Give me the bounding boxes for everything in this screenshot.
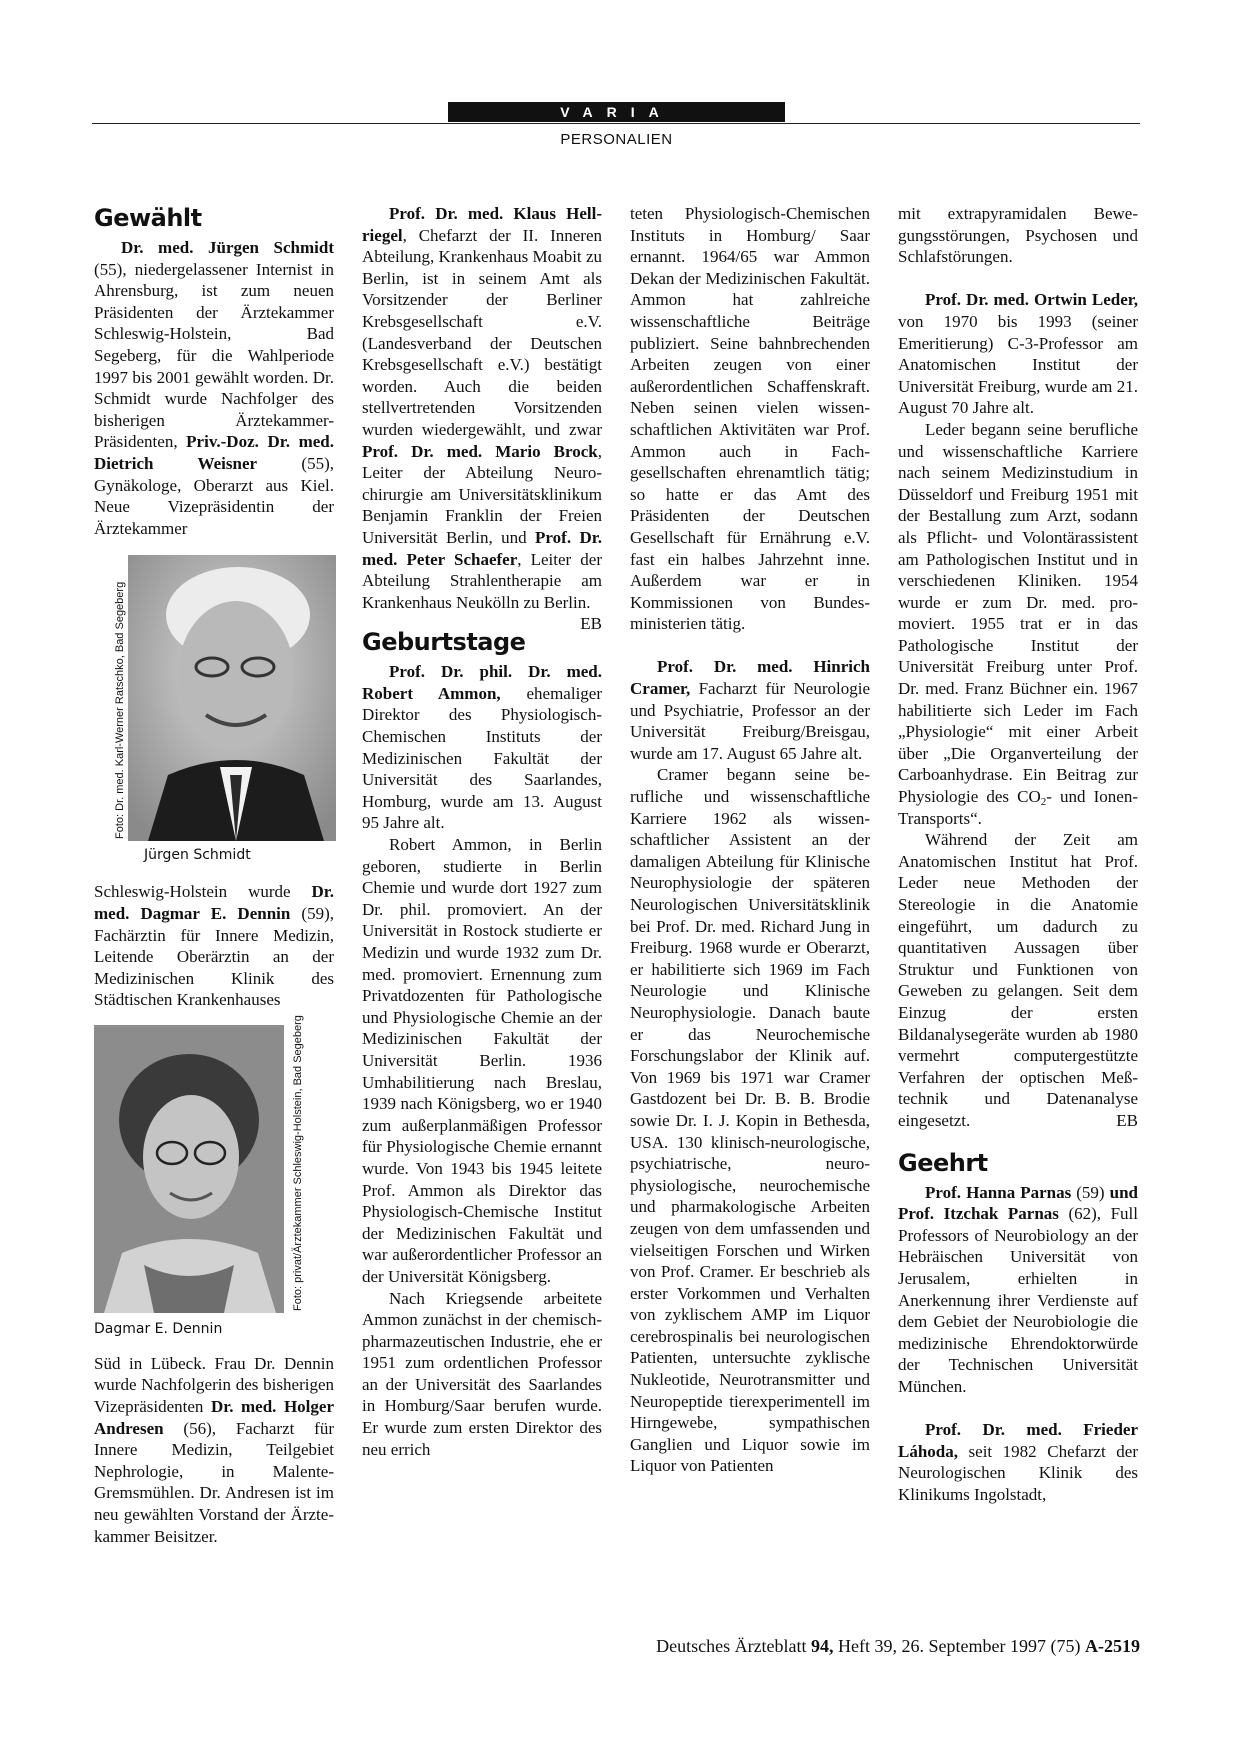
- article-text: seit 1982 Chefarzt der Neurologischen Klinik des Klinikums Ingolstadt,: [898, 1441, 1138, 1504]
- author-sign: EB: [1116, 1110, 1138, 1130]
- article-ammon-cont: teten Physiologisch-Chemischen Instituts in Homburg/ Saar ernannt. 1964/65 war Ammon Dekan der Medizinischen Fakultät. Ammon hat zahlreiche wissenschaftliche Beiträge publiziert. Seine bahnbrechenden Arbeiten zeugen von einer außerordentlichen Schaffenskraft. Neben seinen vielen wissenschaftlichen Aktivitäten war Prof. Ammon auch in Fachgesellschaften ehrenamtlich tätig; so hatte er das Amt des Präsidenten der Deutschen Gesellschaft für Ernährung e.V. fast ein halbes Jahrzehnt inne. Außerdem war er in Kommissionen von Bundesministerien tätig.: [630, 204, 870, 634]
- article-text: (55), niedergelassener Internist in Ahrensburg, ist zum neuen Präsidenten der Ärztekammer Schleswig-Holstein, Bad Segeberg, für die Wahlperiode 1997 bis 2001 gewählt worden. Dr. Schmidt wurde Nachfolger des bisherigen Ärztekammer-Präsidenten,: [94, 259, 334, 452]
- article-ammon-bio: Robert Ammon, in Berlin geboren, studierte in Berlin Chemie und wurde dort 1927 zum Dr. phil. promoviert. An der Universität in Rostock studierte er Medizin und wurde 1932 zum Dr. med. promoviert. Ernennung zum Privatdozenten für Pathologische und Physiologische Chemie an der Medizinischen Fakultät der Universität Berlin. 1936 Umhabilitierung nach Breslau, 1939 nach Königsberg, wo er 1940 zum außerplanmäßigen Professor für Physiologische Chemie ernannt wurde. Von 1943 bis 1945 leitete Prof. Ammon als Direktor das Physiologisch-Chemische Institut der Medizinischen Fakultät und war außerordentlicher Professor an der Universität Königsberg.: [362, 835, 602, 1286]
- journal-name: Deutsches Ärzteblatt: [656, 1636, 812, 1656]
- article-text: Facharzt für Neurologie und Psychiatrie, Professor an der Universität Freiburg/Breisgau, wurde am 17. August 65 Jahre alt.: [630, 679, 870, 763]
- person-name: Prof. Dr. med. Klaus Hellriegel: [362, 204, 602, 245]
- subsection-title: PERSONALIEN: [560, 131, 673, 148]
- article-cramer: [630, 656, 870, 764]
- article-text: (59), Fachärztin für Innere Medizin, Leitende Oberärztin an der Medizinischen Klinik des Städtischen Krankenhauses: [94, 903, 334, 1010]
- person-name: Dr. med. Dagmar E. Dennin: [94, 882, 334, 923]
- person-name: Priv.-Doz. Dr. med. Dietrich Weisner: [94, 432, 334, 473]
- article-hellriegel: [362, 203, 603, 634]
- article-dennin-cont: [94, 1353, 334, 1547]
- article-text: Schleswig-Holstein wurde: [94, 882, 312, 902]
- portrait-photo-schmidt: [128, 555, 336, 841]
- article-ammon-bio-2: Nach Kriegsende arbeitete Ammon zunächst in der chemisch-pharmazeutischen Industrie, ehe er 1951 zum ordentlichen Professor an der Universität des Saarlandes in Homburg/Saar berufen wurde. Er wurde zum ersten Direktor des neu errich: [362, 1288, 602, 1459]
- photo-caption: Dagmar E. Dennin: [94, 1320, 223, 1337]
- column-4: [898, 203, 1138, 1505]
- article-text: Leder begann seine berufliche und wissenschaftliche Karriere nach seinem Medizinstudium in Düsseldorf und Freiburg 1951 mit der Bestallung zum Arzt, sodann als Pflicht- und Volontärassistent am Pathologischen Institut und in verschiedenen Kliniken. 1954 wurde er zum Dr. med. promoviert. 1955 trat er in das Pathologische Institut der Universität Freiburg unter Prof. Dr. med. Franz Büchner ein. 1967 habilitierte sich Leder im Fach „Physiologie“ mit einer Arbeit über „Die Organverteilung der Carboanhydrase. Ein Beitrag zur Physiologie des CO: [898, 419, 1138, 807]
- article-cramer-cont: mit extrapyramidalen Bewegungsstörungen, Psychosen und Schlafstörungen.: [898, 204, 1138, 267]
- article-text: (55), Gynäkologe, Oberarzt aus Kiel. Neue Vizepräsidentin der Ärztekammer: [94, 453, 334, 538]
- article-schmidt: [94, 237, 334, 539]
- header-rule: [92, 123, 1140, 124]
- article-text: Während der Zeit am Anatomischen Institut hat Prof. Leder neue Methoden der Stereologie in die Anatomie eingeführt, um dadurch zu quantitativen Aussagen über Struktur und Funktionen von Geweben zu gelangen. Seit dem Einzug der ersten Bildanalysegeräte wurden ab 1980 vermehrt computergestützte Verfahren der optischen Meßtechnik und Datenanalyse eingesetzt.: [898, 830, 1138, 1130]
- person-name: und Prof. Itzchak Parnas: [898, 1182, 1138, 1224]
- column-1: [94, 203, 334, 1547]
- article-leder: [898, 289, 1138, 419]
- figure-schmidt: [114, 555, 336, 865]
- article-ammon: [362, 661, 602, 834]
- heading-gewaehlt: Gewählt: [94, 204, 202, 232]
- photo-caption: Jürgen Schmidt: [144, 847, 251, 864]
- subscript: 2: [1040, 796, 1047, 809]
- page-number: A-2519: [1085, 1636, 1140, 1656]
- article-leder-bio: [898, 419, 1138, 829]
- article-text: , Leiter der Abteilung Neurochirurgie am Universitätsklinikum Benjamin Franklin der Freien Universität Berlin, und: [362, 441, 602, 547]
- portrait-photo-dennin: [94, 1025, 284, 1313]
- section-header-bar: [448, 102, 785, 122]
- person-name: Prof. Hanna Parnas: [925, 1182, 1072, 1202]
- figure-dennin: [94, 1014, 304, 1339]
- article-text: Süd in Lübeck. Frau Dr. Dennin wurde Nachfolgerin des bisherigen Vizepräsidenten: [94, 1353, 334, 1417]
- heading-geburtstage: Geburtstage: [362, 628, 526, 657]
- person-name: Dr. med. Jürgen Schmidt: [121, 238, 334, 257]
- person-name: Prof. Dr. med. Ortwin Leder,: [925, 290, 1138, 310]
- person-name: Prof. Dr. med. Peter Schaefer: [362, 527, 603, 569]
- article-lahoda: [898, 1419, 1138, 1505]
- article-text: von 1970 bis 1993 (seiner Emeritierung) C-3-Professor am Anatomischen Institut der Universität Freiburg, wurde am 21. August 70 Jahre alt.: [898, 311, 1138, 418]
- person-name: Prof. Dr. phil. Dr. med. Robert Ammon,: [362, 662, 602, 703]
- person-name: Prof. Dr. med. Hinrich Cramer,: [630, 657, 870, 699]
- article-parnas: [898, 1182, 1138, 1398]
- article-cramer-bio: Cramer begann seine berufliche und wissenschaftliche Karriere 1962 als wissenschaftlicher Assistent an der damaligen Abteilung für Klinische Neurophysiologie der späteren Neurologischen Universitätsklinik bei Prof. Dr. med. Richard Jung in Freiburg. 1968 wurde er Oberarzt, er habilitierte sich 1969 im Fach Neurologie und Klinische Neurophysiologie. Danach baute er das Neurochemische Forschungslabor der Klinik auf. Von 1969 bis 1971 war Cramer Gastdozent bei Dr. B. B. Brodie sowie Dr. I. J. Kopin in Bethesda, USA. 130 klinisch-neurologische, psychiatrische, neurophysiologische, neurochemische und pharmakologische Arbeiten zeugen von dem umfassenden und vielseitigen Forschen und Wirken von Prof. Cramer. Er beschrieb als erster Vorkommen und Verhalten von zyklischem AMP im Liquor cerebrospinalis bei neurologischen Patienten, untersuchte zyklische Nukleotide, Neurotransmitter und Neuropeptide tierexperimentell im Hirngewebe, sympathischen Ganglien und Liquor sowie im Liquor von Patienten: [630, 765, 870, 1476]
- heading-geehrt: Geehrt: [898, 1148, 988, 1177]
- article-text: - und Ionen-Transports“.: [898, 787, 1138, 828]
- article-text: , Chefarzt der II. Inneren Abteilung, Krankenhaus Moabit zu Berlin, ist in seinem Amt als Vorsitzender der Berliner Krebsgesellschaft e.V. (Landesverband der Deutschen Krebsgesellschaft e.V.) bestätigt worden. Auch die beiden stellvertretenden Vorsitzenden wurden wiedergewählt, und zwar: [362, 225, 602, 439]
- volume: 94,: [811, 1636, 834, 1656]
- person-name: Prof. Dr. med. Frieder Láhoda,: [898, 1420, 1138, 1461]
- column-2: [362, 203, 602, 1460]
- article-text: (59): [1071, 1182, 1110, 1202]
- photo-credit: Foto: Dr. med. Karl-Werner Ratschko, Bad Segeberg: [114, 582, 126, 840]
- issue-info: Heft 39, 26. September 1997 (75): [833, 1636, 1085, 1656]
- column-3: [630, 203, 870, 1477]
- article-text: (62), Full Professors of Neurobiology an der Hebräischen Universität von Jerusalem, erhielten in Anerkennung ihrer Verdienste auf dem Gebiet der Neurobiologie die medizinische Ehrendoktorwürde der Technischen Universität München.: [898, 1204, 1138, 1396]
- photo-credit: Foto: privat/Ärztekammer Schleswig-Holstein, Bad Segeberg: [292, 1014, 304, 1311]
- section-title: VARIA: [560, 104, 673, 120]
- article-text: ehemaliger Direktor des Physiologisch-Chemischen Instituts der Medizinischen Fakultät der Universität des Saarlandes, Homburg, wurde am 13. August 95 Jahre alt.: [362, 683, 602, 833]
- author-sign: EB: [580, 614, 602, 634]
- page-footer: [656, 1636, 1140, 1657]
- article-text: (56), Facharzt für Innere Medizin, Teilgebiet Nephrologie, in Malente-Gremsmühlen. Dr. Andresen ist im neu gewählten Vorstand der Ärztekammer Beisitzer.: [94, 1418, 334, 1546]
- article-leder-bio-2: [898, 829, 1138, 1131]
- article-dennin: [94, 881, 334, 1011]
- person-name: Dr. med. Holger Andresen: [94, 1397, 334, 1438]
- person-name: Prof. Dr. med. Mario Brock: [362, 441, 598, 461]
- article-text: , Leiter der Abteilung Strahlentherapie am Krankenhaus Neukölln zu Berlin.: [362, 549, 602, 612]
